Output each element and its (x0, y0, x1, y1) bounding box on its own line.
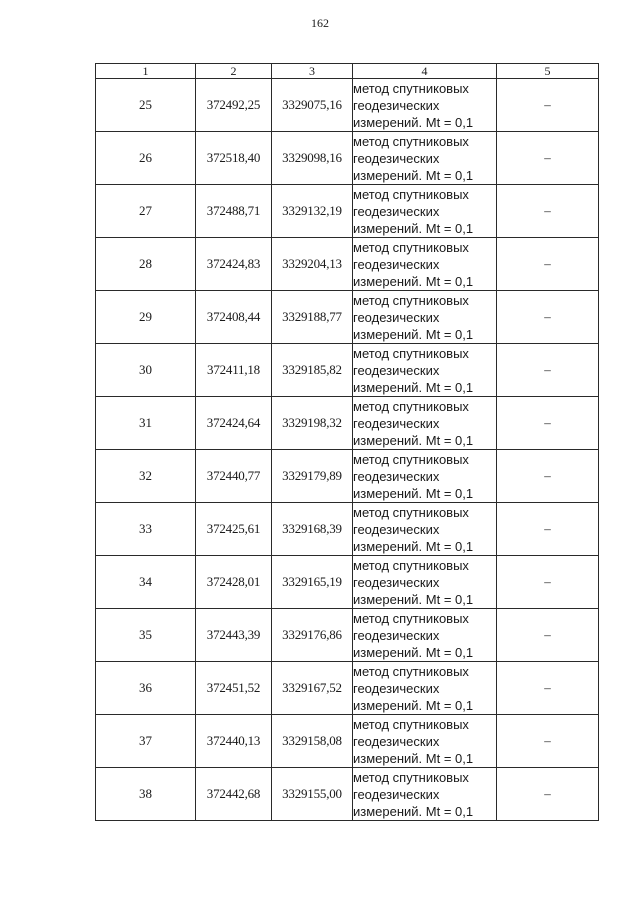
table-row (96, 344, 599, 397)
method-cell (353, 768, 497, 821)
coordinates-table (95, 63, 599, 821)
y-coordinate-cell: 3329075,16 (272, 79, 353, 132)
x-coordinate-cell: 372408,44 (196, 291, 272, 344)
method-line: измерений. Mt = 0,1 (353, 750, 474, 766)
note-cell: – (497, 450, 599, 503)
point-number-cell: 36 (96, 662, 196, 715)
column-header-1: 1 (96, 64, 196, 79)
note-cell: – (497, 185, 599, 238)
method-line: геодезических (353, 680, 440, 696)
method-line: метод спутниковых (353, 504, 469, 520)
method-line: измерений. Mt = 0,1 (353, 326, 474, 342)
point-number-cell: 26 (96, 132, 196, 185)
point-number-cell: 37 (96, 715, 196, 768)
method-line: метод спутниковых (353, 239, 469, 255)
method-line: измерений. Mt = 0,1 (353, 485, 474, 501)
method-cell (353, 450, 497, 503)
table-row (96, 79, 599, 132)
method-cell (353, 397, 497, 450)
point-number-cell: 30 (96, 344, 196, 397)
column-header-4: 4 (353, 64, 497, 79)
method-line: геодезических (353, 468, 440, 484)
note-cell: – (497, 503, 599, 556)
method-line: измерений. Mt = 0,1 (353, 591, 474, 607)
y-coordinate-cell: 3329188,77 (272, 291, 353, 344)
point-number-cell: 35 (96, 609, 196, 662)
note-cell: – (497, 291, 599, 344)
method-line: метод спутниковых (353, 716, 469, 732)
table-row (96, 609, 599, 662)
method-line: геодезических (353, 521, 440, 537)
table-row (96, 556, 599, 609)
method-cell (353, 609, 497, 662)
point-number-cell: 27 (96, 185, 196, 238)
y-coordinate-cell: 3329185,82 (272, 344, 353, 397)
x-coordinate-cell: 372492,25 (196, 79, 272, 132)
method-line: измерений. Mt = 0,1 (353, 220, 474, 236)
x-coordinate-cell: 372451,52 (196, 662, 272, 715)
method-line: геодезических (353, 786, 440, 802)
method-line: метод спутниковых (353, 398, 469, 414)
table-row (96, 503, 599, 556)
method-line: метод спутниковых (353, 557, 469, 573)
note-cell: – (497, 768, 599, 821)
y-coordinate-cell: 3329198,32 (272, 397, 353, 450)
point-number-cell: 28 (96, 238, 196, 291)
method-line: метод спутниковых (353, 663, 469, 679)
y-coordinate-cell: 3329132,19 (272, 185, 353, 238)
table-row (96, 132, 599, 185)
method-line: геодезических (353, 574, 440, 590)
y-coordinate-cell: 3329165,19 (272, 556, 353, 609)
table-row (96, 397, 599, 450)
method-line: геодезических (353, 362, 440, 378)
method-line: измерений. Mt = 0,1 (353, 538, 474, 554)
note-cell: – (497, 556, 599, 609)
table-row (96, 291, 599, 344)
method-line: измерений. Mt = 0,1 (353, 167, 474, 183)
method-line: метод спутниковых (353, 186, 469, 202)
x-coordinate-cell: 372411,18 (196, 344, 272, 397)
method-line: метод спутниковых (353, 80, 469, 96)
method-line: измерений. Mt = 0,1 (353, 697, 474, 713)
x-coordinate-cell: 372424,64 (196, 397, 272, 450)
note-cell: – (497, 344, 599, 397)
table-row (96, 662, 599, 715)
column-header-2: 2 (196, 64, 272, 79)
method-cell (353, 132, 497, 185)
method-cell (353, 503, 497, 556)
method-cell (353, 291, 497, 344)
method-line: измерений. Mt = 0,1 (353, 379, 474, 395)
y-coordinate-cell: 3329176,86 (272, 609, 353, 662)
x-coordinate-cell: 372425,61 (196, 503, 272, 556)
method-line: геодезических (353, 309, 440, 325)
note-cell: – (497, 79, 599, 132)
method-cell (353, 556, 497, 609)
method-line: геодезических (353, 733, 440, 749)
table-header-row (96, 64, 599, 79)
method-line: измерений. Mt = 0,1 (353, 114, 474, 130)
table-body (96, 79, 599, 821)
x-coordinate-cell: 372440,13 (196, 715, 272, 768)
x-coordinate-cell: 372443,39 (196, 609, 272, 662)
method-line: геодезических (353, 97, 440, 113)
table-row (96, 450, 599, 503)
point-number-cell: 31 (96, 397, 196, 450)
point-number-cell: 29 (96, 291, 196, 344)
method-cell (353, 238, 497, 291)
method-line: измерений. Mt = 0,1 (353, 273, 474, 289)
point-number-cell: 34 (96, 556, 196, 609)
y-coordinate-cell: 3329168,39 (272, 503, 353, 556)
table-row (96, 715, 599, 768)
method-line: измерений. Mt = 0,1 (353, 432, 474, 448)
point-number-cell: 25 (96, 79, 196, 132)
y-coordinate-cell: 3329098,16 (272, 132, 353, 185)
method-line: метод спутниковых (353, 345, 469, 361)
method-line: геодезических (353, 203, 440, 219)
x-coordinate-cell: 372424,83 (196, 238, 272, 291)
method-cell (353, 185, 497, 238)
table-row (96, 768, 599, 821)
y-coordinate-cell: 3329179,89 (272, 450, 353, 503)
method-line: геодезических (353, 415, 440, 431)
column-header-5: 5 (497, 64, 599, 79)
method-line: измерений. Mt = 0,1 (353, 644, 474, 660)
method-line: геодезических (353, 627, 440, 643)
x-coordinate-cell: 372518,40 (196, 132, 272, 185)
method-cell (353, 662, 497, 715)
method-line: геодезических (353, 150, 440, 166)
x-coordinate-cell: 372428,01 (196, 556, 272, 609)
y-coordinate-cell: 3329158,08 (272, 715, 353, 768)
y-coordinate-cell: 3329167,52 (272, 662, 353, 715)
note-cell: – (497, 609, 599, 662)
column-header-3: 3 (272, 64, 353, 79)
method-cell (353, 715, 497, 768)
method-cell (353, 344, 497, 397)
note-cell: – (497, 662, 599, 715)
point-number-cell: 32 (96, 450, 196, 503)
y-coordinate-cell: 3329155,00 (272, 768, 353, 821)
page-number: 162 (311, 16, 329, 30)
point-number-cell: 38 (96, 768, 196, 821)
x-coordinate-cell: 372440,77 (196, 450, 272, 503)
table-row (96, 238, 599, 291)
x-coordinate-cell: 372442,68 (196, 768, 272, 821)
method-cell (353, 79, 497, 132)
note-cell: – (497, 132, 599, 185)
method-line: геодезических (353, 256, 440, 272)
x-coordinate-cell: 372488,71 (196, 185, 272, 238)
method-line: метод спутниковых (353, 610, 469, 626)
note-cell: – (497, 238, 599, 291)
method-line: измерений. Mt = 0,1 (353, 803, 474, 819)
method-line: метод спутниковых (353, 133, 469, 149)
point-number-cell: 33 (96, 503, 196, 556)
method-line: метод спутниковых (353, 451, 469, 467)
table-row (96, 185, 599, 238)
method-line: метод спутниковых (353, 769, 469, 785)
method-line: метод спутниковых (353, 292, 469, 308)
note-cell: – (497, 715, 599, 768)
note-cell: – (497, 397, 599, 450)
y-coordinate-cell: 3329204,13 (272, 238, 353, 291)
